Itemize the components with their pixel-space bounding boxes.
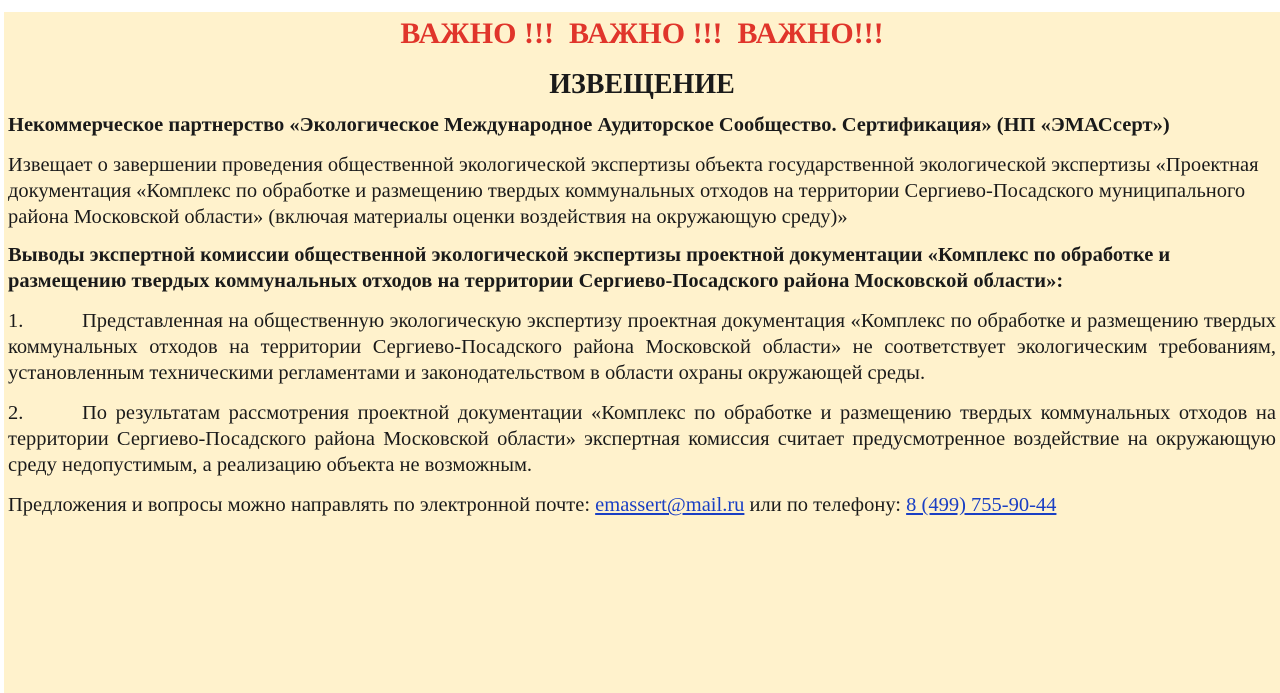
notice-page <box>4 12 1280 693</box>
notice-title: ИЗВЕЩЕНИЕ <box>549 69 735 100</box>
item-text: По результатам рассмотрения проектной документации «Комплекс по обработке и размещению твердых коммунальных отходов на территории Сергиево-Посадского района Московской области» экспертная комиссия считает предусмотренное воздействие на окружающую среду недопустимым, а реализацию объекта не возможным. <box>8 402 1276 476</box>
phone-link[interactable]: 8 (499) 755-90-44 <box>906 494 1057 516</box>
conclusion-item-1 <box>8 308 1276 386</box>
important-headline: ВАЖНО !!! ВАЖНО !!! ВАЖНО!!! <box>400 17 884 50</box>
contact-prefix: Предложения и вопросы можно направлять по электронной почте: <box>8 494 596 516</box>
email-link[interactable]: emassert@mail.ru <box>595 494 745 516</box>
conclusion-item-2 <box>8 400 1276 478</box>
contact-line <box>8 492 1276 518</box>
item-number: 2. <box>8 402 24 424</box>
conclusions-heading: Выводы экспертной комиссии общественной экологической экспертизы проектной документации «Комплекс по обработке и размещению твердых коммунальных отходов на территории Сергиево-Посадского района Московской области»: <box>8 244 1171 292</box>
contact-middle: или по телефону: <box>744 494 907 516</box>
item-number: 1. <box>8 310 24 332</box>
item-text: Представленная на общественную экологическую экспертизу проектная документация «Комплекс по обработке и размещению твердых коммунальных отходов на территории Сергиево-Посадского района Московской области» не соответствует экологическим требованиям, установленным техническими регламентами и законодательством в области охраны окружающей среды. <box>8 310 1276 384</box>
organization-name: Некоммерческое партнерство «Экологическое Международное Аудиторское Сообщество. Сертификация» (НП «ЭМАСсерт») <box>8 114 1170 136</box>
intro-paragraph: Извещает о завершении проведения общественной экологической экспертизы объекта государственной экологической экспертизы «Проектная документация «Комплекс по обработке и размещению твердых коммунальных отходов на территории Сергиево-Посадского муниципального района Московской области» (включая материалы оценки воздействия на окружающую среду)» <box>8 154 1259 228</box>
